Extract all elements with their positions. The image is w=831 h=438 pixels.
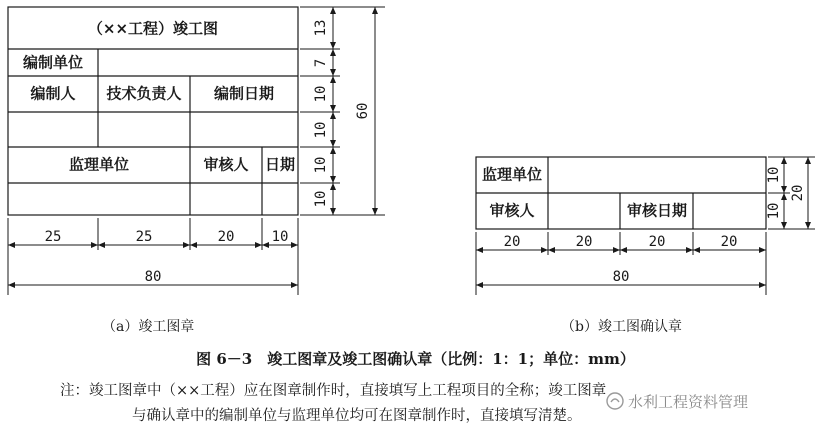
stamp-a-table [8, 7, 298, 215]
caption-b: （b）竣工图确认章 [561, 319, 682, 335]
dim-label: 10 [766, 166, 782, 184]
dim-label: 20 [720, 234, 738, 250]
dim-label: 10 [313, 190, 329, 208]
stamp-a-compiler: 编制人 [30, 84, 76, 103]
dim-label: 25 [135, 229, 153, 245]
watermark-text: 水利工程资料管理 [628, 393, 749, 411]
dim-label: 10 [766, 202, 782, 220]
stamp-a-title: （××工程）竣工图 [87, 19, 219, 38]
dim-label: 10 [271, 229, 289, 245]
dim-label: 10 [313, 156, 329, 174]
stamp-a-compiler-unit: 编制单位 [22, 53, 84, 72]
dim-label: 20 [217, 229, 235, 245]
dim-label: 13 [313, 19, 329, 37]
dim-label: 20 [503, 234, 521, 250]
stamp-a-tech-lead: 技术负责人 [106, 84, 182, 103]
stamp-b-review-date: 审核日期 [626, 201, 688, 220]
stamp-b-supervision-unit: 监理单位 [481, 165, 543, 184]
dim-label-total: 60 [355, 102, 371, 120]
dim-label: 10 [313, 121, 329, 139]
note-line-2: 与确认章中的编制单位与监理单位均可在图章制作时，直接填写清楚。 [132, 408, 582, 424]
note-line-1: 注：竣工图章中（××工程）应在图章制作时，直接填写上工程项目的全称；竣工图章 [60, 383, 607, 399]
dim-label-total: 80 [612, 269, 630, 285]
caption-a: （a）竣工图章 [102, 319, 195, 335]
dim-label: 7 [313, 58, 329, 68]
stamp-a-reviewer: 审核人 [203, 155, 249, 174]
dim-label-total: 20 [790, 184, 806, 202]
figure-title: 图 6－3 竣工图章及竣工图确认章（比例：1：1；单位：mm） [196, 350, 635, 368]
watermark-logo-icon [606, 392, 624, 410]
dim-label: 10 [313, 85, 329, 103]
stamp-a-supervision-unit: 监理单位 [68, 155, 130, 174]
stamp-b-reviewer: 审核人 [489, 201, 535, 220]
stamp-a-date: 日期 [264, 155, 296, 174]
stamp-a-compile-date: 编制日期 [213, 84, 275, 103]
dim-label-total: 80 [144, 269, 162, 285]
stamp-a-border [8, 7, 298, 215]
dim-label: 25 [44, 229, 62, 245]
dim-label: 20 [648, 234, 666, 250]
stamp-a-dims-right [300, 7, 385, 215]
dim-label: 20 [575, 234, 593, 250]
